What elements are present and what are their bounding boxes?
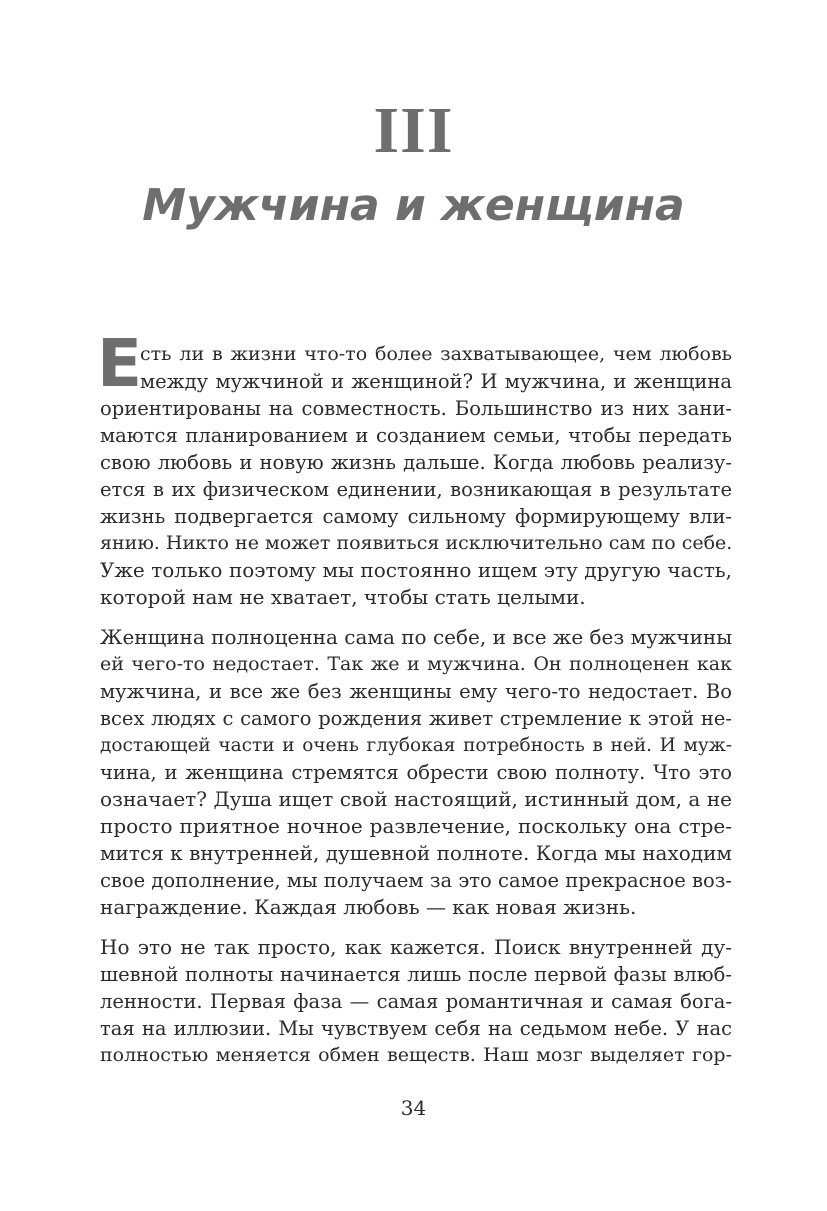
- paragraph-1: [100, 341, 732, 611]
- text-line: полностью меняется обмен веществ. Наш мозг выделяет гор-: [100, 1044, 732, 1066]
- text-line: между мужчиной и женщиной? И мужчина, и женщина: [140, 370, 732, 393]
- chapter-number: III: [373, 94, 454, 167]
- text-line: свое дополнение, мы получаем за это самое прекрасное воз-: [100, 869, 732, 892]
- text-line: жизнь подвергается самому сильному формирующему вли-: [100, 505, 732, 528]
- text-line: Уже только поэтому мы постоянно ищем эту другую часть,: [100, 558, 732, 582]
- text-line: всех людях с самого рождения живет стремление к этой не-: [100, 707, 732, 730]
- text-line: просто приятное ночное развлечение, поскольку она стре-: [100, 814, 732, 838]
- text-line: ей чего-то недостает. Так же и мужчина. Он полноценен как: [100, 653, 732, 675]
- text-line: мится к внутренней, душевной полноте. Когда мы находим: [100, 841, 732, 865]
- text-line: награждение. Каждая любовь — как новая жизнь.: [100, 895, 637, 919]
- text-line: тая на иллюзии. Мы чувствуем себя на седьмом небе. У нас: [100, 1017, 732, 1040]
- text-line: чина, и женщина стремятся обрести свою полноту. Что это: [100, 761, 732, 784]
- text-line: которой нам не хватает, чтобы стать целыми.: [100, 585, 586, 609]
- text-line: означает? Душа ищет свой настоящий, истинный дом, а не: [100, 787, 732, 811]
- drop-cap-letter: Е: [97, 325, 143, 402]
- text-line: сть ли в жизни что-то более захватывающее, чем любовь: [140, 343, 732, 365]
- paragraph-3: [100, 934, 732, 1069]
- text-line: ленности. Первая фаза — самая романтичная и самая бога-: [100, 990, 732, 1013]
- text-line: Но это не так просто, как кажется. Поиск внутренней ду-: [100, 935, 732, 959]
- body-text: [97, 325, 733, 1069]
- page-number: 34: [400, 1096, 427, 1120]
- text-line: ориентированы на совместность. Большинство из них зани-: [100, 397, 732, 420]
- text-line: янию. Никто не может появиться исключительно сам по себе.: [100, 532, 733, 554]
- chapter-title: Мужчина и женщина: [142, 180, 685, 231]
- paragraph-2: [100, 624, 732, 921]
- text-line: мужчина, и все же без женщины ему чего-то недостает. Во: [100, 680, 732, 703]
- text-line: Женщина полноценна сама по себе, и все же без мужчины: [100, 625, 733, 649]
- text-line: достающей части и очень глубокая потребность в ней. И муж-: [100, 735, 732, 756]
- text-line: шевной полноты начинается лишь после первой фазы влюб-: [100, 963, 732, 986]
- text-line: свою любовь и новую жизнь дальше. Когда любовь реализу-: [100, 451, 732, 474]
- text-line: маются планированием и созданием семьи, чтобы передать: [100, 424, 732, 447]
- text-line: ется в их физическом единении, возникающая в результате: [100, 478, 732, 501]
